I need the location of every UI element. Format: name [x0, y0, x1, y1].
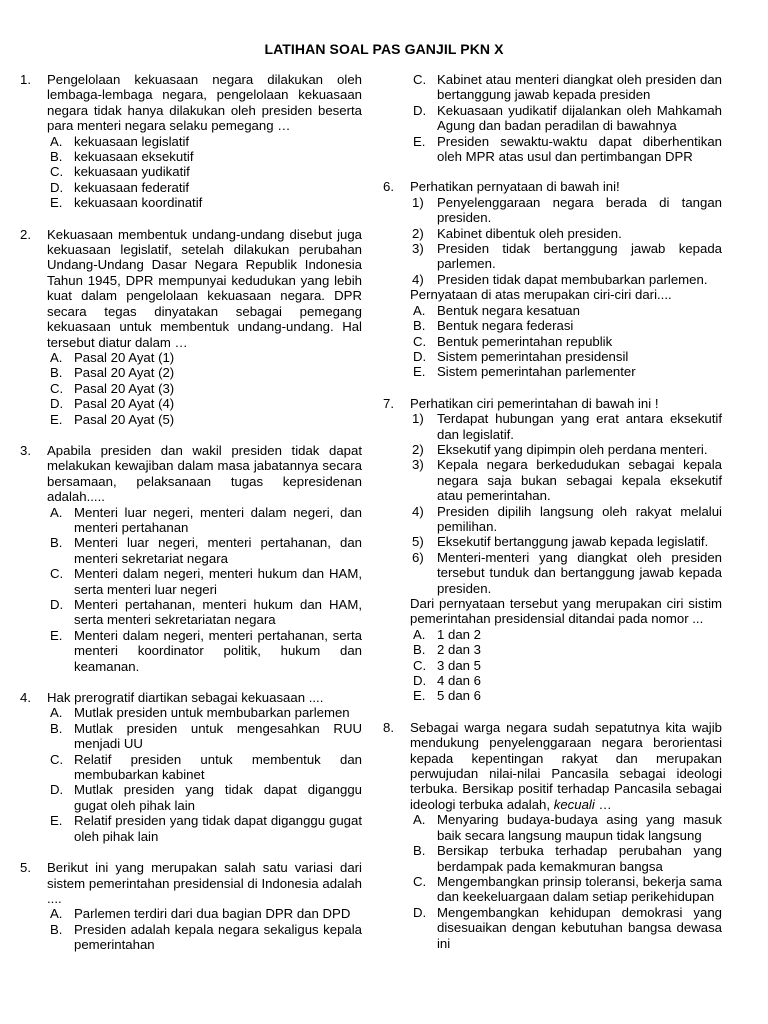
option-e[interactable]: E. Menteri dalam negeri, menteri pertahanan, serta menteri koordinator politik, hukum dan keamanan. [50, 627, 362, 674]
question-4 [20, 690, 362, 844]
option-e[interactable]: E. 5 dan 6 [413, 688, 481, 704]
statement-item: 2) Eksekutif yang dipimpin oleh perdana menteri. [412, 441, 708, 457]
option-b[interactable]: B. Mutlak presiden untuk mengesahkan RUU menjadi UU [50, 720, 362, 752]
question-text: Berikut ini yang merupakan salah satu variasi dari sistem pemerintahan presidensial di Indonesia adalah .... [47, 860, 362, 906]
question-7 [383, 396, 722, 704]
statement-item: 5) Eksekutif bertanggung jawab kepada legislatif. [412, 534, 709, 550]
option-a[interactable]: A. Bentuk negara kesatuan [413, 302, 580, 318]
question-number: 2. [20, 226, 31, 242]
option-list [47, 134, 362, 211]
option-list [410, 303, 722, 380]
question-number: 8. [383, 719, 394, 735]
option-c[interactable]: C. Relatif presiden untuk membentuk dan membubarkan kabinet [50, 751, 362, 783]
statement-item: 3) Presiden tidak bertanggung jawab kepada parlemen. [412, 241, 722, 272]
option-b[interactable]: B. Presiden adalah kepala negara sekaligus kepala pemerintahan [50, 921, 362, 953]
option-d[interactable]: D. Kekuasaan yudikatif dijalankan oleh Mahkamah Agung dan badan peradilan di bawahnya [413, 102, 722, 134]
question-number: 6. [383, 179, 394, 195]
question-number: 3. [20, 442, 31, 458]
question-text: Kekuasaan membentuk undang-undang disebut juga kekuasaan legislatif, setelah dilakukan perubahan Undang-Undang Dasar Negara Republik Indonesia Tahun 1945, DPR mempunyai kedudukan yang lebih kuat dalam pengelolaan kekuasaan negara. DPR secara tegas dinyatakan sebagai pemegang kekuasaan untuk membentuk undang-undang. Hal tersebut diatur dalam … [47, 226, 362, 350]
option-list [410, 812, 722, 951]
option-list [410, 72, 722, 164]
option-a[interactable]: A. Menteri luar negeri, menteri dalam negeri, dan menteri pertahanan [50, 504, 362, 535]
question-number: 7. [383, 395, 394, 411]
option-b[interactable]: B. kekuasaan eksekutif [50, 149, 194, 165]
statement-item: 4) Presiden dipilih langsung oleh rakyat melalui pemilihan. [412, 503, 722, 534]
option-d[interactable]: D. Mutlak presiden yang tidak dapat diganggu gugat oleh pihak lain [50, 782, 362, 813]
statement-item: 4) Presiden tidak dapat membubarkan parlemen. [412, 271, 708, 287]
question-text: Hak prerogratif diartikan sebagai kekuasaan .... [47, 690, 324, 706]
option-c[interactable]: C. 3 dan 5 [413, 657, 481, 673]
option-c[interactable]: C. Bentuk pemerintahan republik [413, 333, 613, 349]
option-d[interactable]: D. Sistem pemerintahan presidensil [413, 348, 629, 364]
question-number: 4. [20, 690, 31, 706]
question-prompt: Pernyataan di atas merupakan ciri-ciri dari.... [410, 287, 672, 303]
option-c[interactable]: C. Menteri dalam negeri, menteri hukum dan HAM, serta menteri luar negeri [50, 566, 362, 597]
question-text: Sebagai warga negara sudah sepatutnya kita wajib mendukung penyelenggaraan negara berorientasi kepada kepentingan rakyat dan merupakan perwujudan nilai-nilai Pancasila sebagai ideologi terbuka. Bersikap positif terhadap Pancasila sebagai ideologi terbuka adalah, kecuali … [410, 719, 722, 812]
question-text: Apabila presiden dan wakil presiden tidak dapat melakukan kewajiban dalam masa jabatannya secara bersamaan, pelaksanaan tugas kepresidenan adalah..... [47, 442, 362, 505]
option-d[interactable]: D. kekuasaan federatif [50, 179, 190, 195]
option-e[interactable]: E. kekuasaan koordinatif [50, 195, 203, 211]
left-column [20, 72, 362, 969]
option-b[interactable]: B. Menteri luar negeri, menteri pertahanan, dan menteri sekretariat negara [50, 535, 362, 566]
statement-item: 1) Terdapat hubungan yang erat antara eksekutif dan legislatif. [412, 411, 722, 442]
question-number: 5. [20, 860, 31, 876]
option-d[interactable]: D. 4 dan 6 [413, 673, 481, 689]
question-8 [383, 720, 722, 951]
question-text: Pengelolaan kekuasaan negara dilakukan oleh lembaga-lembaga negara, pengelolaan kekuasaan negara tidak hanya dilakukan oleh presiden beserta para menteri negara selaku pemegang … [47, 72, 362, 134]
option-d[interactable]: D. Menteri pertahanan, menteri hukum dan HAM, serta menteri sekretariatan negara [50, 597, 362, 628]
question-number: 1. [20, 72, 31, 87]
option-list [47, 505, 362, 674]
statement-item: 2) Kabinet dibentuk oleh presiden. [412, 225, 622, 241]
option-e[interactable]: E. Pasal 20 Ayat (5) [50, 411, 175, 427]
option-a[interactable]: A. kekuasaan legislatif [50, 133, 190, 149]
question-5-continued [383, 72, 722, 164]
page-title: LATIHAN SOAL PAS GANJIL PKN X [264, 41, 504, 57]
question-prompt: Dari pernyataan tersebut yang merupakan ciri sistim pemerintahan presidensial ditandai pada nomor ... [410, 596, 722, 627]
question-text: Perhatikan pernyataan di bawah ini! [410, 179, 620, 195]
option-e[interactable]: E. Sistem pemerintahan parlementer [413, 364, 636, 380]
option-a[interactable]: A. Parlemen terdiri dari dua bagian DPR dan DPD [50, 906, 351, 922]
option-a[interactable]: A. Mutlak presiden untuk membubarkan parlemen [50, 705, 350, 721]
question-1 [20, 72, 362, 211]
option-c[interactable]: C. Pasal 20 Ayat (3) [50, 380, 175, 396]
option-c[interactable]: C. kekuasaan yudikatif [50, 164, 190, 180]
option-d[interactable]: D. Pasal 20 Ayat (4) [50, 396, 175, 412]
option-a[interactable]: A. 1 dan 2 [413, 626, 481, 642]
option-a[interactable]: A. Pasal 20 Ayat (1) [50, 349, 175, 365]
option-b[interactable]: B. 2 dan 3 [413, 642, 481, 658]
statement-item: 6) Menteri-menteri yang diangkat oleh presiden tersebut tunduk dan bertanggung jawab kepada presiden. [412, 549, 722, 596]
statement-item: 3) Kepala negara berkedudukan sebagai kepala negara saja bukan sebagai kepala eksekutif atau pemerintahan. [412, 457, 722, 504]
option-e[interactable]: E. Relatif presiden yang tidak dapat diganggu gugat oleh pihak lain [50, 813, 362, 844]
option-list [47, 705, 362, 844]
option-b[interactable]: B. Bentuk negara federasi [413, 318, 574, 334]
option-list [410, 627, 722, 704]
option-b[interactable]: B. Bersikap terbuka terhadap perubahan yang berdampak pada kemakmuran bangsa [413, 843, 722, 874]
statement-list [410, 411, 722, 596]
right-column [383, 72, 722, 967]
question-6 [383, 179, 722, 379]
option-list [47, 350, 362, 427]
question-5 [20, 860, 362, 952]
option-e[interactable]: E. Presiden sewaktu-waktu dapat diberhentikan oleh MPR atas usul dan pertimbangan DPR [413, 133, 722, 165]
option-d[interactable]: D. Mengembangkan kehidupan demokrasi yang disesuaikan dengan kebutuhan bangsa dewasa ini [413, 904, 722, 951]
question-text: Perhatikan ciri pemerintahan di bawah ini ! [410, 395, 659, 411]
option-c[interactable]: C. Kabinet atau menteri diangkat oleh presiden dan bertanggung jawab kepada presiden [413, 72, 722, 103]
option-a[interactable]: A. Menyaring budaya-budaya asing yang masuk baik secara langsung maupun tidak langsung [413, 812, 722, 843]
option-list [47, 906, 362, 952]
emphasis-except: kecuali [553, 796, 595, 812]
statement-item: 1) Penyelenggaraan negara berada di tangan presiden. [412, 194, 722, 226]
option-b[interactable]: B. Pasal 20 Ayat (2) [50, 365, 175, 381]
statement-list [410, 195, 722, 287]
option-c[interactable]: C. Mengembangkan prinsip toleransi, bekerja sama dan keekeluargaan dalam setiap perikehidupan [413, 873, 722, 905]
question-3 [20, 443, 362, 674]
question-2 [20, 227, 362, 427]
